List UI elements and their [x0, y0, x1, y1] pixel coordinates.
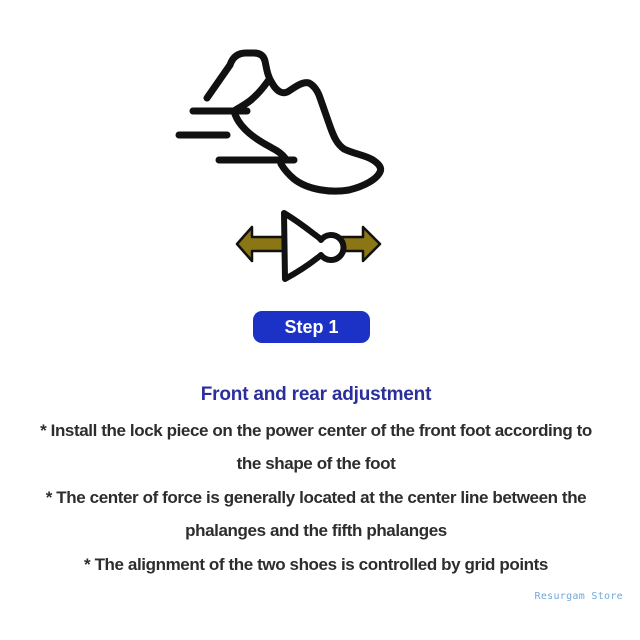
- instruction-line: the shape of the foot: [236, 454, 396, 474]
- right-arrow-icon: [341, 227, 380, 261]
- step-badge: Step 1: [253, 311, 370, 343]
- instruction-line: * The alignment of the two shoes is controlled by grid points: [84, 554, 548, 574]
- running-shoe-icon: [168, 38, 398, 208]
- instruction-line: * The center of force is generally located at the center line between the: [45, 487, 587, 507]
- lock-piece-icon: [284, 213, 344, 279]
- store-watermark: Resurgam Store: [534, 591, 623, 602]
- left-arrow-icon: [237, 227, 286, 261]
- adjustment-arrows-lock-icon: [228, 200, 388, 295]
- instruction-line: phalanges and the fifth phalanges: [185, 521, 447, 541]
- instruction-list: [2, 414, 630, 581]
- shoe-outline: [207, 53, 381, 191]
- instruction-line: * Install the lock piece on the power center of the front foot according to: [40, 421, 592, 440]
- section-heading: Front and rear adjustment: [200, 384, 432, 405]
